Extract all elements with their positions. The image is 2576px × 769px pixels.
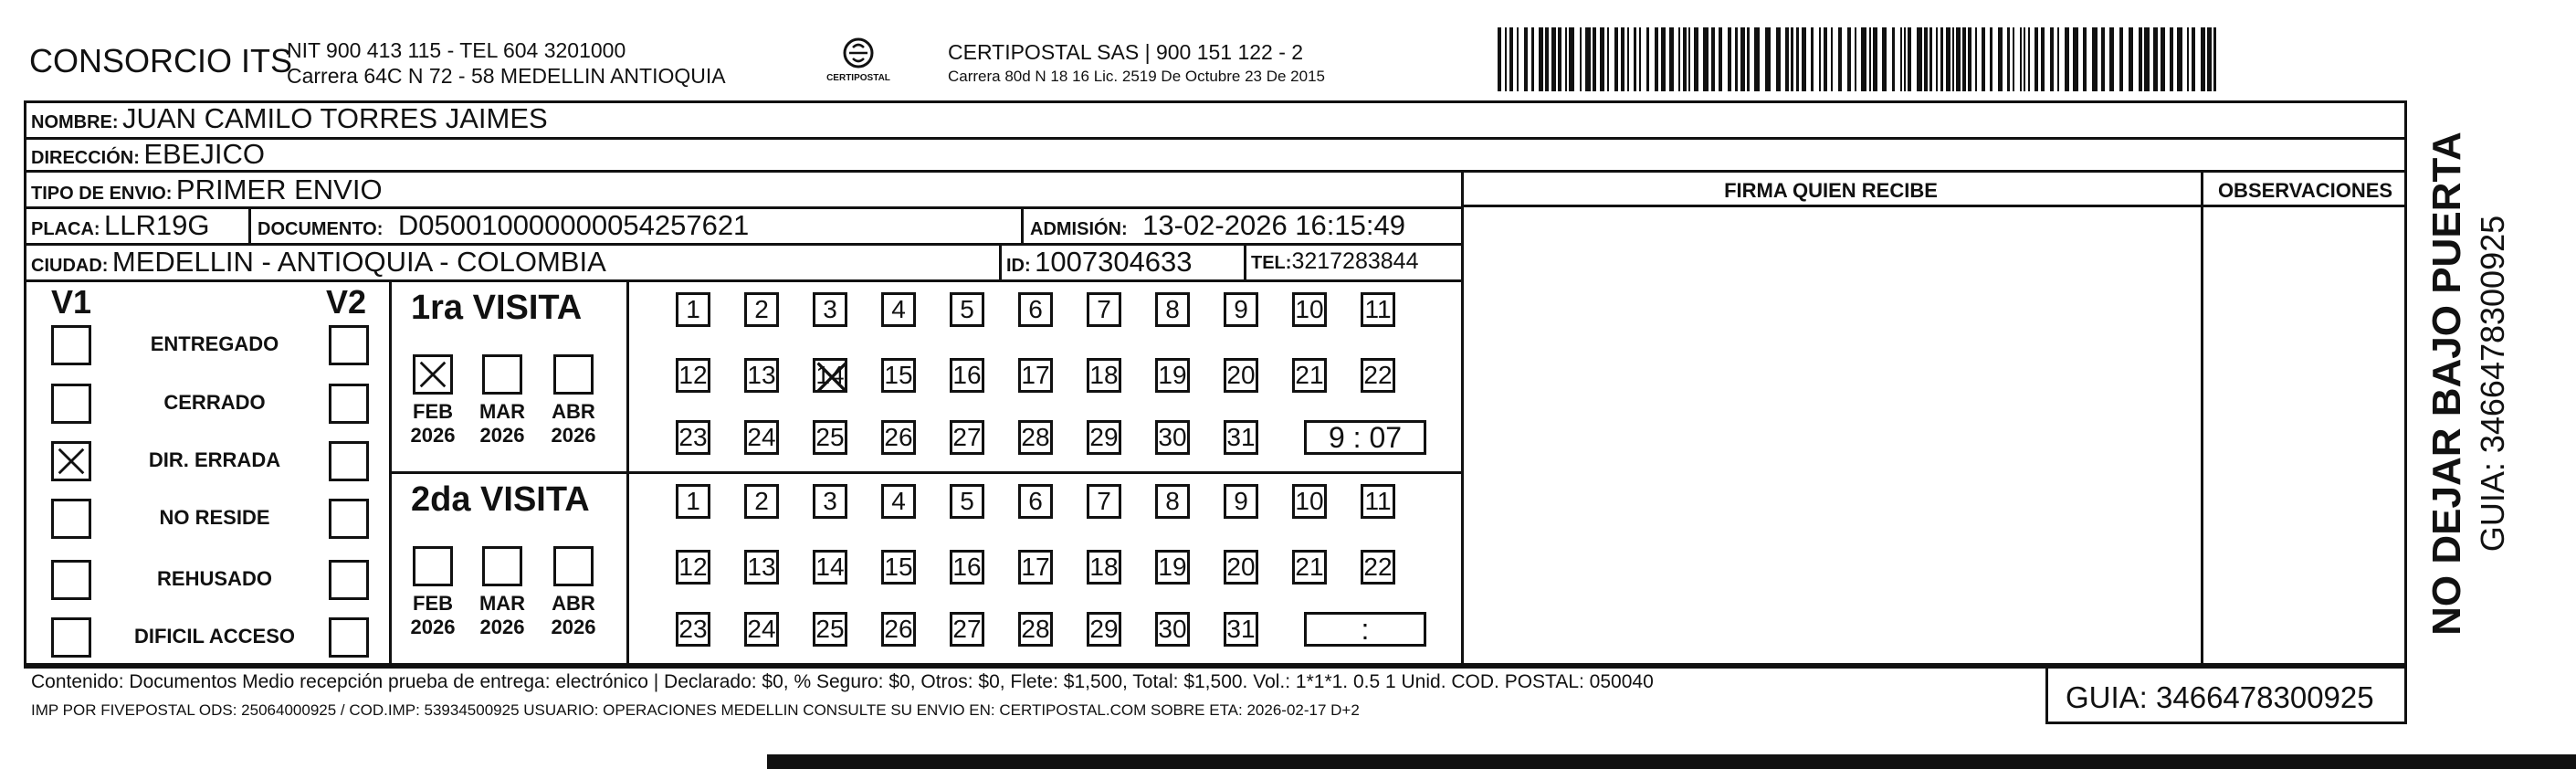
cell-divider <box>248 206 251 243</box>
day-box[interactable]: 15 <box>881 358 916 393</box>
day-box[interactable]: 14 <box>813 358 847 393</box>
day-box[interactable]: 9 <box>1224 484 1258 519</box>
visit-title: 1ra VISITA <box>411 289 583 327</box>
placa-value: LLR19G <box>104 209 210 241</box>
day-box[interactable]: 12 <box>676 358 710 393</box>
status-label: NO RESIDE <box>159 506 270 529</box>
status-label: REHUSADO <box>157 567 272 590</box>
v1-checkbox[interactable] <box>51 560 91 600</box>
cell-divider <box>1244 243 1246 279</box>
ciudad-value: MEDELLIN - ANTIOQUIA - COLOMBIA <box>111 246 606 278</box>
day-box[interactable]: 21 <box>1292 358 1327 393</box>
day-box[interactable]: 4 <box>881 292 916 327</box>
day-box[interactable]: 31 <box>1224 612 1258 647</box>
cell-divider <box>999 243 1002 279</box>
nit-line: NIT 900 413 115 - TEL 604 3201000 <box>287 38 626 62</box>
day-box[interactable]: 19 <box>1155 550 1190 585</box>
v2-checkbox[interactable] <box>329 560 369 600</box>
day-box[interactable]: 6 <box>1018 292 1053 327</box>
month-year: 2026 <box>551 616 596 638</box>
time-box[interactable]: 9 : 07 <box>1304 420 1426 455</box>
v2-checkbox[interactable] <box>329 499 369 539</box>
month-checkbox[interactable] <box>413 354 453 395</box>
v1-checkbox[interactable] <box>51 441 91 481</box>
day-box[interactable]: 2 <box>744 292 779 327</box>
v1-checkbox[interactable] <box>51 617 91 658</box>
month-year: 2026 <box>551 424 596 447</box>
day-box[interactable]: 11 <box>1361 484 1395 519</box>
month-label: ABR <box>552 400 595 423</box>
documento-label: DOCUMENTO: <box>258 219 384 239</box>
column-divider <box>1461 170 1464 666</box>
day-box[interactable]: 1 <box>676 484 710 519</box>
day-box[interactable]: 19 <box>1155 358 1190 393</box>
carrier-line: CERTIPOSTAL SAS | 900 151 122 - 2 <box>948 40 1304 64</box>
day-box[interactable]: 22 <box>1361 550 1395 585</box>
column-divider <box>2201 170 2203 666</box>
month-year: 2026 <box>479 424 525 447</box>
row-divider <box>24 137 2407 140</box>
carrier-address: Carrera 80d N 18 16 Lic. 2519 De Octubre 23 De 2015 <box>948 68 1325 85</box>
day-box[interactable]: 15 <box>881 550 916 585</box>
day-box[interactable]: 13 <box>744 358 779 393</box>
nombre-row <box>31 102 548 135</box>
day-box[interactable]: 29 <box>1087 612 1121 647</box>
day-box[interactable]: 23 <box>676 612 710 647</box>
header-row-divider <box>1461 205 2407 207</box>
day-box[interactable]: 30 <box>1155 420 1190 455</box>
cell-divider <box>1021 206 1024 243</box>
day-box[interactable]: 26 <box>881 420 916 455</box>
id-value: 1007304633 <box>1035 246 1193 278</box>
month-year: 2026 <box>410 424 456 447</box>
admision-value: 13-02-2026 16:15:49 <box>1142 209 1405 241</box>
month-checkbox[interactable] <box>553 546 594 586</box>
tipo-label: TIPO DE ENVIO: <box>31 184 173 204</box>
day-box[interactable]: 14 <box>813 550 847 585</box>
tipo-value: PRIMER ENVIO <box>175 174 383 205</box>
admision-cell <box>1030 209 1405 242</box>
day-box[interactable]: 31 <box>1224 420 1258 455</box>
day-box[interactable]: 23 <box>676 420 710 455</box>
day-box[interactable]: 29 <box>1087 420 1121 455</box>
logo-wordmark: CERTIPOSTAL <box>826 73 890 83</box>
status-label: CERRADO <box>163 391 266 414</box>
v2-checkbox[interactable] <box>329 384 369 424</box>
v2-checkbox[interactable] <box>329 617 369 658</box>
month-label: FEB <box>413 592 453 615</box>
placa-cell <box>31 209 209 242</box>
day-box[interactable]: 9 <box>1224 292 1258 327</box>
certipostal-logo <box>822 35 895 88</box>
company-address: Carrera 64C N 72 - 58 MEDELLIN ANTIOQUIA <box>287 64 726 88</box>
footer-imp: IMP POR FIVEPOSTAL ODS: 25064000925 / COD.IMP: 53934500925 USUARIO: OPERACIONES MEDELLIN CONSULTE SU ENVIO EN: CERTIPOSTAL.COM SOBRE ETA: 2026-02-17 D+2 <box>31 701 1360 719</box>
day-box[interactable]: 17 <box>1018 550 1053 585</box>
direccion-row <box>31 138 265 171</box>
firma-header: FIRMA QUIEN RECIBE <box>1724 179 1938 202</box>
company-name: CONSORCIO ITS <box>29 42 293 79</box>
v1-checkbox[interactable] <box>51 384 91 424</box>
nombre-label: NOMBRE: <box>31 112 119 132</box>
tel-value: 3217283844 <box>1291 248 1419 274</box>
day-box[interactable]: 30 <box>1155 612 1190 647</box>
nombre-value: JUAN CAMILO TORRES JAIMES <box>122 102 548 134</box>
day-box[interactable]: 17 <box>1018 358 1053 393</box>
day-box[interactable]: 28 <box>1018 420 1053 455</box>
visit-title: 2da VISITA <box>411 480 590 519</box>
day-box[interactable]: 5 <box>950 292 984 327</box>
day-box[interactable]: 25 <box>813 420 847 455</box>
row-divider <box>24 170 2407 173</box>
day-box[interactable]: 18 <box>1087 550 1121 585</box>
side-guia: GUIA: 3466478300925 <box>2474 215 2511 553</box>
day-box[interactable]: 22 <box>1361 358 1395 393</box>
observaciones-header: OBSERVACIONES <box>2217 179 2393 202</box>
direccion-value: EBEJICO <box>143 138 265 170</box>
day-box[interactable]: 6 <box>1018 484 1053 519</box>
placa-label: PLACA: <box>31 219 100 239</box>
month-label: FEB <box>413 400 453 423</box>
day-box[interactable]: 27 <box>950 420 984 455</box>
day-box[interactable]: 10 <box>1292 484 1327 519</box>
day-box[interactable]: 1 <box>676 292 710 327</box>
day-box[interactable]: 8 <box>1155 484 1190 519</box>
visit-separator <box>389 471 1462 474</box>
day-box[interactable]: 7 <box>1087 292 1121 327</box>
v2-checkbox[interactable] <box>329 441 369 481</box>
day-box[interactable]: 7 <box>1087 484 1121 519</box>
direccion-label: DIRECCIÓN: <box>31 148 140 168</box>
day-box[interactable]: 16 <box>950 550 984 585</box>
tel-cell <box>1251 248 1418 275</box>
day-box[interactable]: 21 <box>1292 550 1327 585</box>
documento-value: D050010000000054257621 <box>397 209 750 241</box>
v1-checkbox[interactable] <box>51 499 91 539</box>
day-box[interactable]: 18 <box>1087 358 1121 393</box>
month-checkbox[interactable] <box>553 354 594 395</box>
footer-contenido: Contenido: Documentos Medio recepción prueba de entrega: electrónico | Declarado: $0, % Seguro: $0, Otros: $0, Flete: $1,500, Total: $1,500. Vol.: 1*1*1. 0.5 1 Unid. COD. POSTAL: 050040 <box>31 671 1654 692</box>
ciudad-cell <box>31 246 606 279</box>
day-box[interactable]: 24 <box>744 420 779 455</box>
day-box[interactable]: 16 <box>950 358 984 393</box>
status-label: DIR. ERRADA <box>148 448 281 471</box>
day-box[interactable]: 20 <box>1224 550 1258 585</box>
day-box[interactable]: 11 <box>1361 292 1395 327</box>
row-divider <box>24 279 1462 282</box>
day-box[interactable]: 25 <box>813 612 847 647</box>
id-cell <box>1006 246 1193 279</box>
day-box[interactable]: 4 <box>881 484 916 519</box>
v2-checkbox[interactable] <box>329 325 369 365</box>
documento-cell <box>258 209 749 242</box>
footer-guia: GUIA: 3466478300925 <box>2066 680 2374 714</box>
day-box[interactable]: 20 <box>1224 358 1258 393</box>
month-checkbox[interactable] <box>413 546 453 586</box>
status-label: DIFICIL ACCESO <box>133 625 295 648</box>
month-label: MAR <box>478 400 526 423</box>
day-box[interactable]: 2 <box>744 484 779 519</box>
day-box[interactable]: 12 <box>676 550 710 585</box>
month-label: ABR <box>552 592 595 615</box>
day-box[interactable]: 24 <box>744 612 779 647</box>
day-box[interactable]: 28 <box>1018 612 1053 647</box>
tel-label: TEL: <box>1251 253 1292 273</box>
month-year: 2026 <box>410 616 456 638</box>
status-label: ENTREGADO <box>150 332 279 355</box>
month-label: MAR <box>478 592 526 615</box>
barcode <box>1498 27 2228 91</box>
tipo-row <box>31 174 383 206</box>
month-year: 2026 <box>479 616 525 638</box>
id-label: ID: <box>1006 256 1031 276</box>
v1-checkbox[interactable] <box>51 325 91 365</box>
no-dejar-bajo-puerta: NO DEJAR BAJO PUERTA <box>2424 132 2469 636</box>
day-box[interactable]: 13 <box>744 550 779 585</box>
v1-header: V1 <box>51 283 92 321</box>
time-box[interactable]: : <box>1304 612 1426 647</box>
day-box[interactable]: 3 <box>813 484 847 519</box>
admision-label: ADMISIÓN: <box>1030 219 1128 239</box>
day-box[interactable]: 8 <box>1155 292 1190 327</box>
bottom-band <box>767 754 2576 769</box>
day-box[interactable]: 26 <box>881 612 916 647</box>
month-checkbox[interactable] <box>482 546 522 586</box>
side-text <box>2424 128 2561 639</box>
ciudad-label: CIUDAD: <box>31 256 109 276</box>
v2-header: V2 <box>326 283 367 321</box>
month-checkbox[interactable] <box>482 354 522 395</box>
day-box[interactable]: 10 <box>1292 292 1327 327</box>
day-box[interactable]: 27 <box>950 612 984 647</box>
day-box[interactable]: 5 <box>950 484 984 519</box>
day-box[interactable]: 3 <box>813 292 847 327</box>
